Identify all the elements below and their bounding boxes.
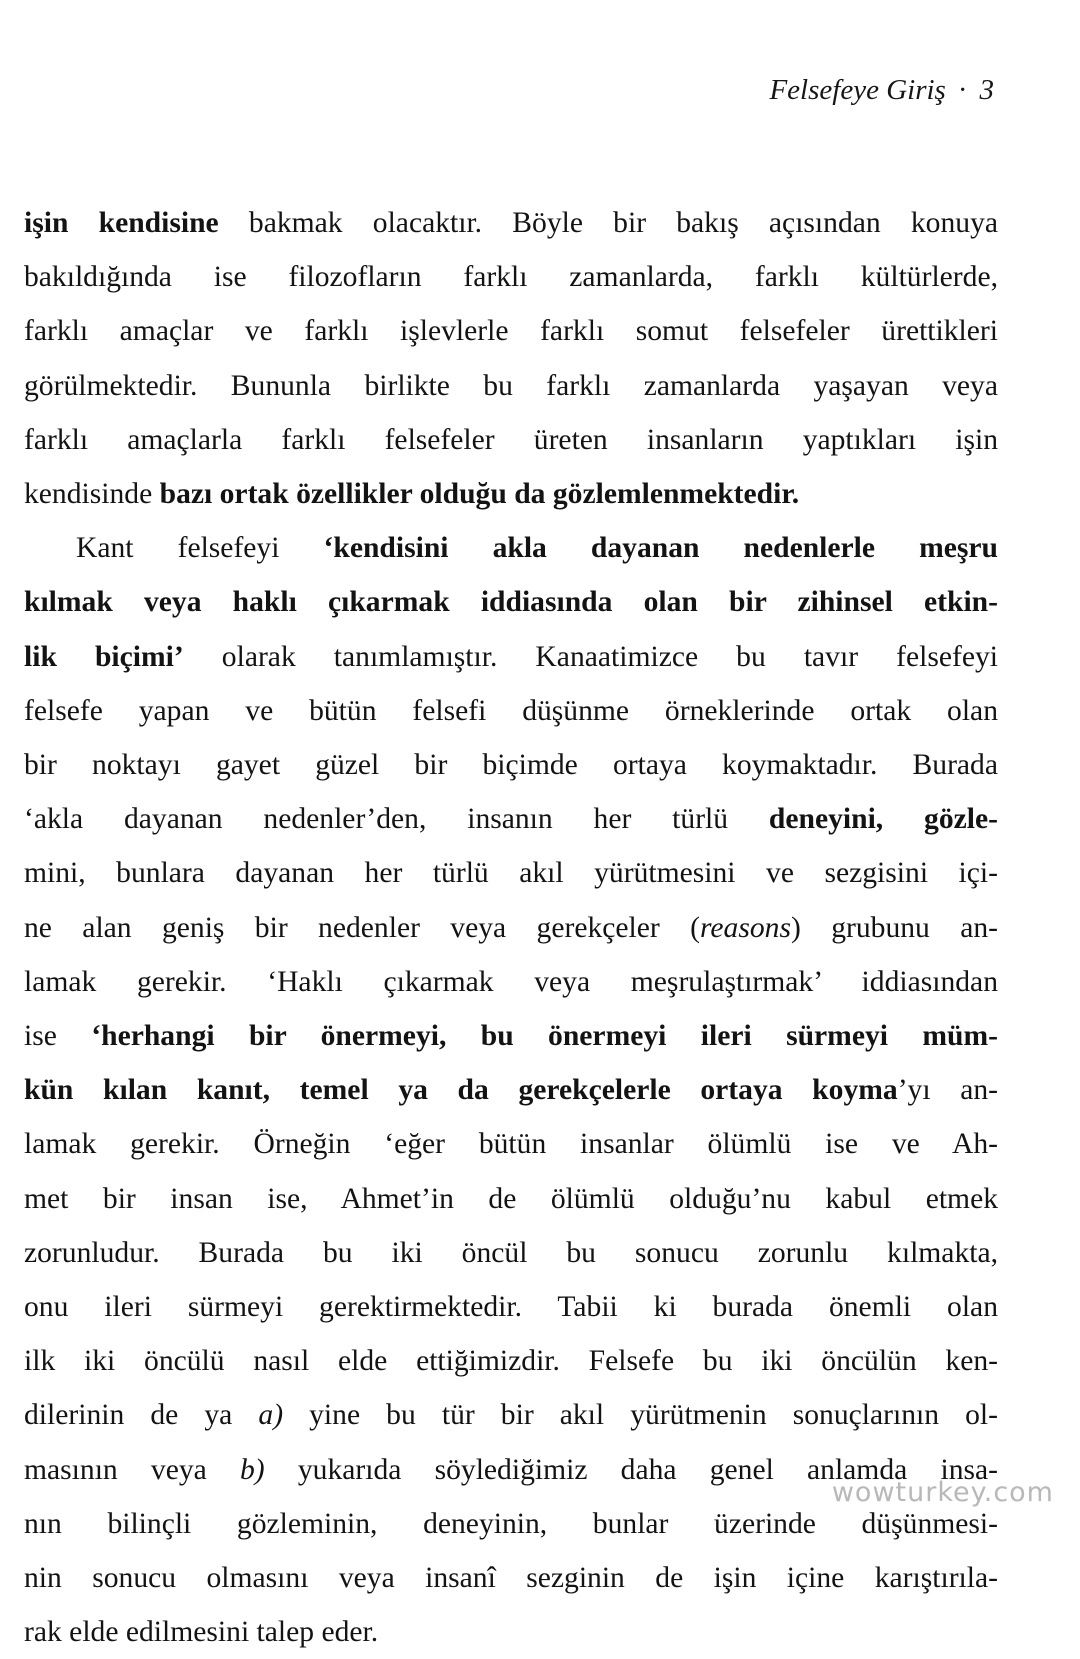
text-line: Kant felsefeyi ‘kendisini akla dayanan nedenlerle meşru [76,532,998,565]
text-line: kün kılan kanıt, temel ya da gerekçelerle ortaya koyma’yı an- [24,1074,998,1107]
text-line: lamak gerekir. Örneğin ‘eğer bütün insanlar ölümlü ise ve Ah- [24,1128,998,1161]
text-line: kendisinde bazı ortak özellikler olduğu da gözlemlenmektedir. [24,478,800,511]
text-line: dilerinin de ya a) yine bu tür bir akıl yürütmenin sonuçlarının ol- [24,1399,998,1432]
text-line: mini, bunlara dayanan her türlü akıl yürütmesini ve sezgisini içi- [24,857,998,890]
text-line: ilk iki öncülü nasıl elde ettiğimizdir. Felsefe bu iki öncülün ken- [24,1345,998,1378]
watermark: wowturkey.com [831,1477,1054,1508]
running-header [769,74,994,107]
text-line: lik biçimi’ olarak tanımlamıştır. Kanaatimizce bu tavır felsefeyi [24,640,998,673]
text-line: kılmak veya haklı çıkarmak iddiasında olan bir zihinsel etkin- [24,586,998,619]
text-line: bakıldığında ise filozofların farklı zamanlarda, farklı kültürlerde, [24,261,998,294]
text-line: zorunludur. Burada bu iki öncül bu sonucu zorunlu kılmakta, [24,1236,998,1269]
text-line: farklı amaçlar ve farklı işlevlerle farklı somut felsefeler ürettikleri [24,315,998,348]
text-line: ise ‘herhangi bir önermeyi, bu önermeyi ileri sürmeyi müm- [24,1020,998,1053]
paragraph-1 [24,196,998,521]
text-line: ‘akla dayanan nedenler’den, insanın her türlü deneyini, gözle- [24,803,998,836]
page-number: 3 [979,74,994,106]
text-line: met bir insan ise, Ahmet’in de ölümlü olduğu’nu kabul etmek [24,1182,998,1215]
text-line: farklı amaçlarla farklı felsefeler üreten insanların yaptıkları işin [24,423,998,456]
text-line: nin sonucu olmasını veya insanî sezginin de işin içine karıştırıla- [24,1562,998,1595]
text-line: bir noktayı gayet güzel bir biçimde ortaya koymaktadır. Burada [24,749,998,782]
text-line: masının veya b) yukarıda söylediğimiz daha genel anlamda insa- [24,1453,998,1486]
text-line: nın bilinçli gözleminin, deneyinin, bunlar üzerinde düşünmesi- [24,1507,998,1540]
header-separator: · [957,74,968,106]
text-line: görülmektedir. Bununla birlikte bu farklı zamanlarda yaşayan veya [24,369,998,402]
text-line: felsefe yapan ve bütün felsefi düşünme örneklerinde ortak olan [24,694,998,727]
text-line: onu ileri sürmeyi gerektirmektedir. Tabii ki burada önemli olan [24,1291,998,1324]
body-text [24,196,998,1659]
text-line: işin kendisine bakmak olacaktır. Böyle bir bakış açısından konuya [24,207,998,239]
header-title: Felsefeye Giriş [769,74,946,106]
text-line: lamak gerekir. ‘Haklı çıkarmak veya meşrulaştırmak’ iddiasından [24,965,998,998]
text-line: ne alan geniş bir nedenler veya gerekçeler (reasons) grubunu an- [24,911,998,944]
text-line: rak elde edilmesini talep eder. [24,1616,379,1649]
